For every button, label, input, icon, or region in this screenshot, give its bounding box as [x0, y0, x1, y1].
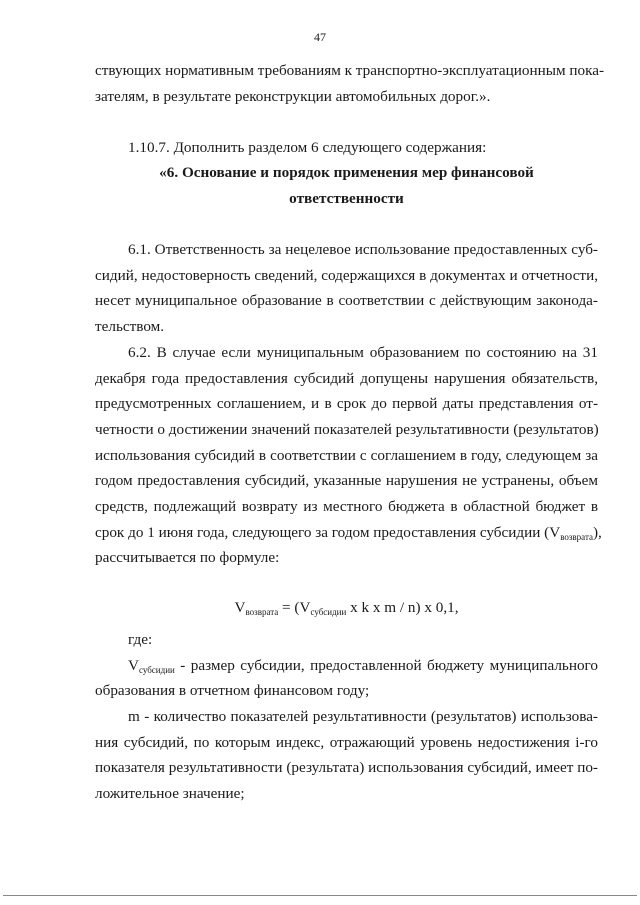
section-heading: ответственности — [289, 190, 404, 207]
text-line: использования субсидий в соответствии с соглашением в году, следующем за — [95, 447, 598, 464]
text-line: срок до 1 июня года, следующего за годом предоставления субсидии $(V_{возврата})$, — [95, 524, 602, 542]
text-line: 1.10.7. Дополнить разделом 6 следующего содержания: — [128, 139, 487, 156]
section-heading: «6. Основание и порядок применения мер финансовой — [159, 164, 534, 181]
text-line: четности о достижении значений показателей результативности (результатов) — [95, 421, 599, 438]
text-line: где: — [128, 631, 153, 648]
text-line: показателя результативности (результата) использования субсидий, имеет по- — [95, 759, 598, 776]
text-line: ложительное значение; — [95, 785, 245, 802]
text-line: сидий, недостоверность сведений, содержащихся в документах и отчетности, — [95, 267, 598, 284]
text-line: m - количество показателей результативности (результатов) использова- — [128, 708, 598, 725]
text-line: декабря года предоставления субсидий допущены нарушения обязательств, — [95, 370, 598, 387]
text-line: ния субсидий, по которым индекс, отражающий уровень недостижения i-го — [95, 734, 598, 751]
formula: $V_{возврата} = (V_{субсидии}$ x k x m / n) x 0,1, — [234, 599, 459, 617]
text-line: средств, подлежащий возврату из местного бюджета в областной бюджет в — [95, 498, 598, 515]
text-line: зателям, в результате реконструкции автомобильных дорог.». — [95, 88, 491, 105]
text-line: рассчитывается по формуле: — [95, 549, 280, 566]
page-number: 47 — [314, 30, 326, 44]
text-line: 6.1. Ответственность за нецелевое использование предоставленных суб- — [128, 241, 598, 258]
text-line: 6.2. В случае если муниципальным образованием по состоянию на 31 — [128, 344, 598, 361]
text-line: $V_{субсидии}$ - размер субсидии, предоставленной бюджету муниципального — [128, 657, 598, 675]
text-line: годом предоставления субсидий, указанные нарушения не устранены, объем — [95, 472, 598, 489]
text-line: тельством. — [95, 318, 165, 335]
text-line: ствующих нормативным требованиям к транспортно-эксплуатационным пока- — [95, 62, 605, 79]
text-line: несет муниципальное образование в соответствии с действующим законода- — [95, 292, 598, 309]
text-line: образования в отчетном финансовом году; — [95, 682, 370, 699]
text-line: предусмотренных соглашением, и в срок до первой даты представления от- — [95, 395, 598, 412]
bottom-edge-line — [3, 895, 637, 896]
